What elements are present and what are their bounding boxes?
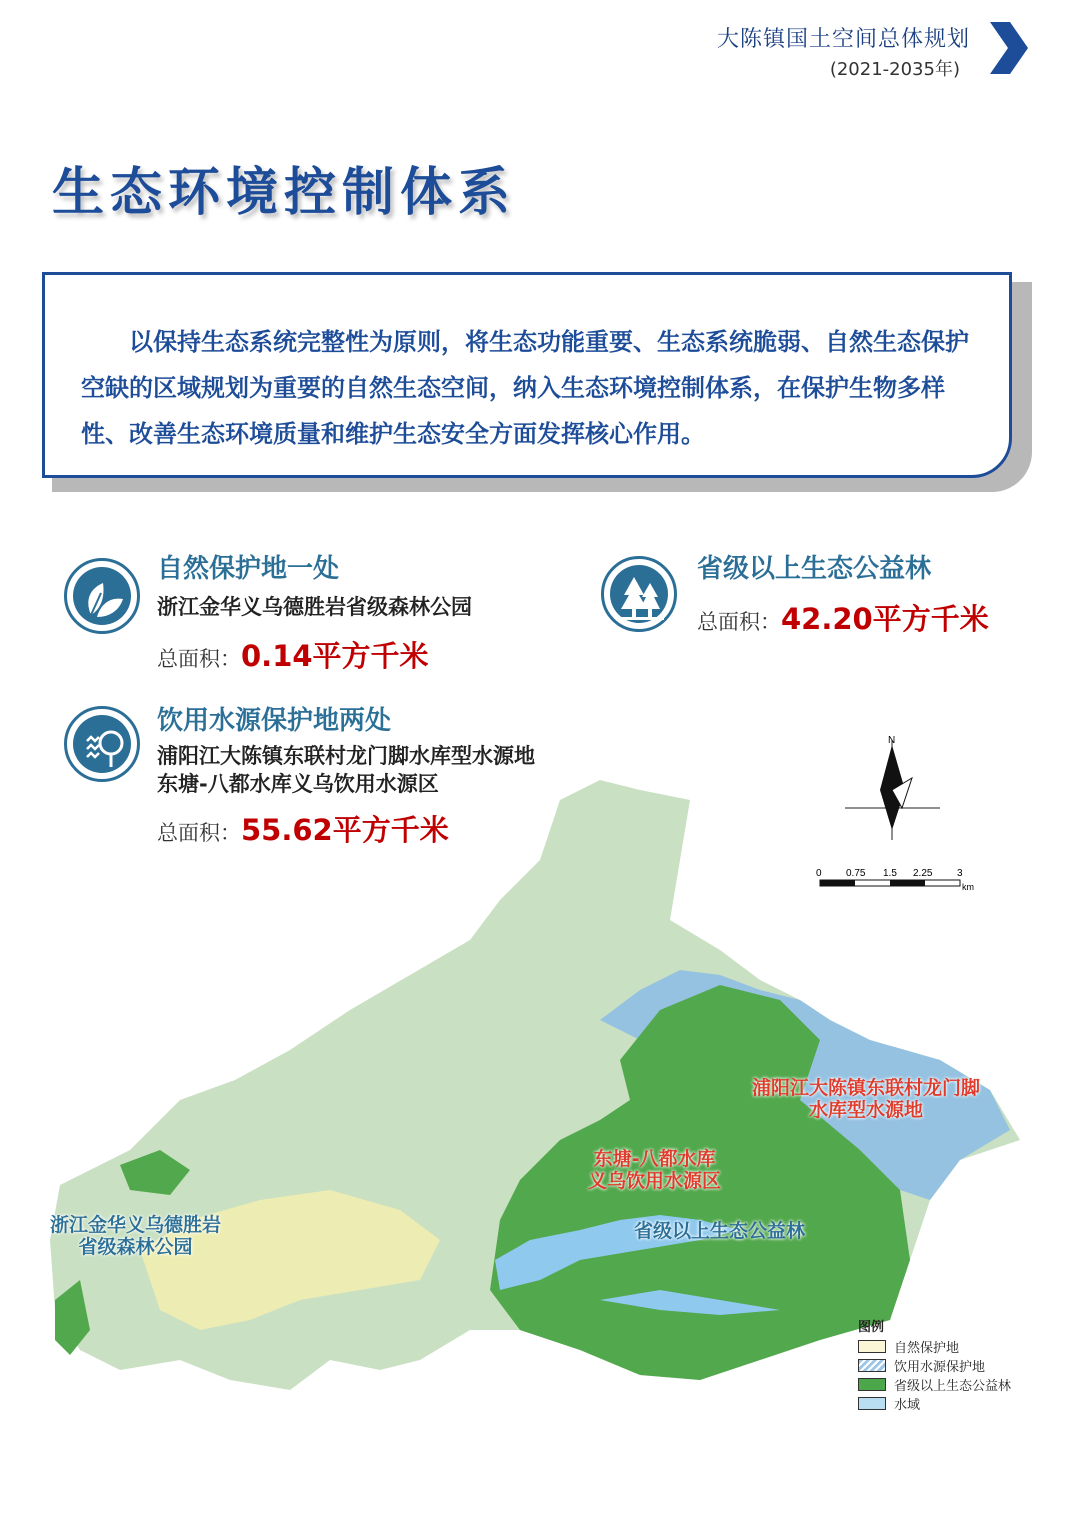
nature-reserve-name: 浙江金华义乌德胜岩省级森林公园: [157, 595, 472, 619]
map-label-line: 浦阳江大陈镇东联村龙门脚: [752, 1077, 981, 1099]
intro-text: 以保持生态系统完整性为原则，将生态功能重要、生态系统脆弱、自然生态保护空缺的区域规划为重要的自然生态空间，纳入生态环境控制体系，在保护生物多样性、改善生态环境质量和维护生态安全方面发挥核心作用。: [81, 328, 969, 448]
north-arrow-icon: [845, 740, 940, 840]
scale-tick-1: 0.75: [846, 868, 866, 879]
document-period: (2021-2035年): [829, 59, 960, 80]
map-label-forest-park: [50, 1214, 221, 1258]
area-label: 总面积：: [157, 821, 241, 845]
water-source-title: 饮用水源保护地两处: [157, 706, 392, 736]
map-label-dongtang: [588, 1148, 721, 1192]
map-legend: [858, 1316, 1011, 1413]
area-label: 总面积：: [157, 647, 241, 671]
legend-item: [858, 1375, 1011, 1394]
map-label-line: 东塘-八都水库: [593, 1148, 716, 1170]
map-label-line: 浙江金华义乌德胜岩: [50, 1214, 222, 1236]
map-label-line: 省级森林公园: [78, 1236, 193, 1258]
legend-item: [858, 1394, 1011, 1413]
scale-tick-3: 2.25: [913, 868, 933, 879]
legend-item: [858, 1356, 1011, 1375]
north-label: N: [888, 735, 896, 746]
page-title: 生态环境控制体系: [52, 163, 517, 223]
document-title: 大陈镇国土空间总体规划: [716, 27, 970, 52]
area-value: 42.20平方千米: [781, 602, 989, 636]
scale-tick-0: 0: [816, 868, 822, 879]
legend-label: 水域: [894, 1398, 921, 1413]
scale-tick-4: 3: [957, 868, 963, 879]
legend-label: 自然保护地: [894, 1341, 960, 1356]
water-source-name-2: 东塘-八都水库义乌饮用水源区: [157, 772, 439, 796]
scale-tick-2: 1.5: [883, 868, 897, 879]
map-label-line: 义乌饮用水源区: [588, 1170, 722, 1192]
legend-label: 省级以上生态公益林: [894, 1379, 1012, 1394]
legend-item: [858, 1337, 1011, 1356]
scale-bar: [820, 880, 960, 886]
map-label-reservoir-source: [752, 1077, 980, 1121]
forest-title: 省级以上生态公益林: [697, 554, 932, 584]
map-label-forest: 省级以上生态公益林: [634, 1220, 806, 1242]
area-label: 总面积：: [697, 610, 781, 634]
water-source-name-1: 浦阳江大陈镇东联村龙门脚水库型水源地: [157, 744, 535, 768]
nature-reserve-title: 自然保护地一处: [157, 554, 340, 584]
area-value: 0.14平方千米: [241, 639, 429, 673]
area-value: 55.62平方千米: [241, 813, 449, 847]
map-label-line: 水库型水源地: [809, 1099, 924, 1121]
legend-label: 饮用水源保护地: [894, 1360, 986, 1375]
legend-title: 图例: [858, 1320, 885, 1335]
scale-unit: km: [962, 882, 974, 892]
